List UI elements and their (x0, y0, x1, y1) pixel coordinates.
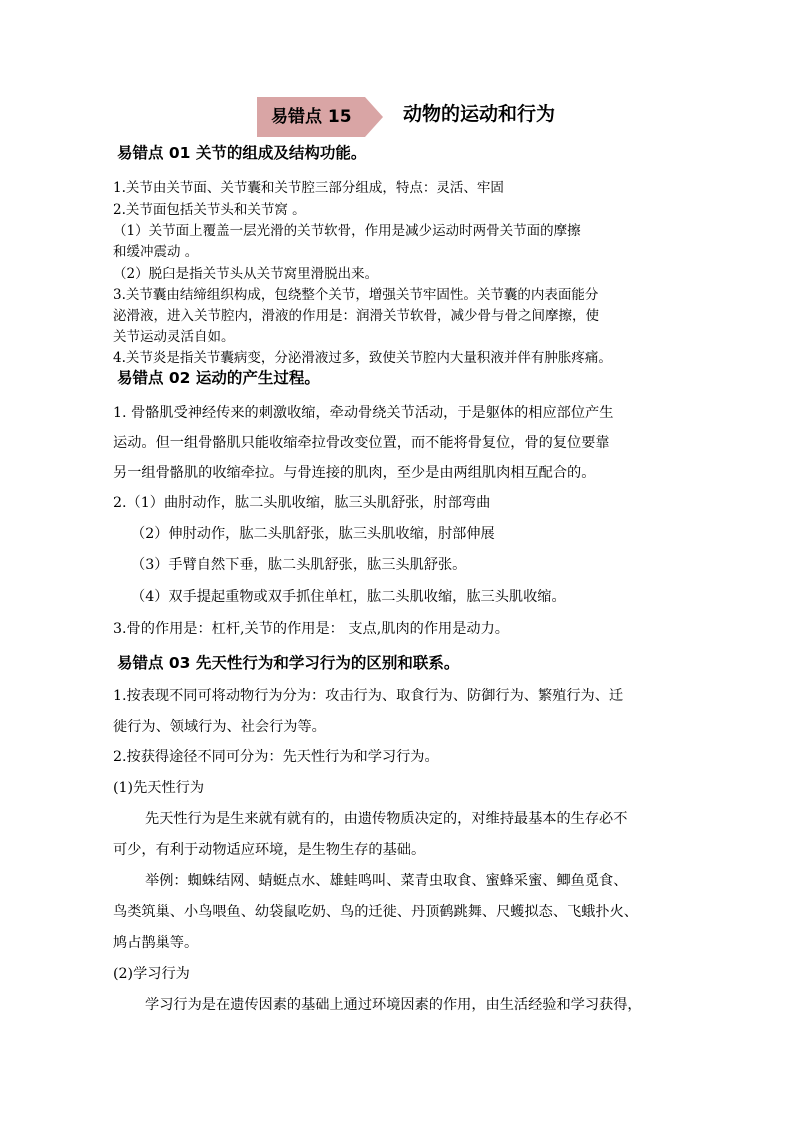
text-line: (2)学习行为 (113, 966, 190, 982)
section-heading: 易错点 02 运动的产生过程。 (117, 369, 320, 387)
section-heading: 易错点 03 先天性行为和学习行为的区别和联系。 (117, 654, 460, 672)
text-line: （1）关节面上覆盖一层光滑的关节软骨，作用是减少运动时两骨关节面的摩擦 (113, 223, 581, 239)
text-line: 可少，有利于动物适应环境，是生物生存的基础。 (113, 842, 426, 858)
text-line: 徙行为、领域行为、社会行为等。 (113, 719, 326, 735)
text-line: 另一组骨骼肌的收缩牵拉。与骨连接的肌肉，至少是由两组肌肉相互配合的。 (113, 465, 596, 481)
title-banner (257, 97, 383, 137)
text-line: （2）脱臼是指关节头从关节窝里滑脱出来。 (113, 266, 379, 282)
text-line: 举例：蜘蛛结网、蜻蜓点水、雄蛙鸣叫、菜青虫取食、蜜蜂采蜜、鲫鱼觅食、 (145, 873, 628, 889)
text-line: 鸟类筑巢、小鸟喂鱼、幼袋鼠吃奶、鸟的迁徙、丹顶鹤跳舞、尺蠖拟态、飞蛾扑火、 (113, 904, 638, 920)
text-line: 4.关节炎是指关节囊病变，分泌滑液过多，致使关节腔内大量积液并伴有肿胀疼痛。 (113, 350, 612, 366)
text-line: 泌滑液，进入关节腔内，滑液的作用是：润滑关节软骨，减少骨与骨之间摩擦，使 (113, 308, 599, 324)
text-line: 2.（1）曲肘动作，肱二头肌收缩，肱三头肌舒张，肘部弯曲 (113, 495, 491, 511)
text-line: 3.关节囊由结缔组织构成，包绕整个关节，增强关节牢固性。关节囊的内表面能分 (113, 287, 599, 303)
text-line: 2.按获得途径不同可分为：先天性行为和学习行为。 (113, 749, 439, 765)
text-line: 运动。但一组骨骼肌只能收缩牵拉骨改变位置，而不能将骨复位，骨的复位要靠 (113, 435, 610, 451)
text-line: 2.关节面包括关节头和关节窝 。 (113, 202, 306, 218)
text-line: （4）双手提起重物或双手抓住单杠，肱二头肌收缩，肱三头肌收缩。 (131, 589, 566, 605)
section-heading: 易错点 01 关节的组成及结构功能。 (117, 144, 367, 162)
text-line: 1.关节由关节面、关节囊和关节腔三部分组成，特点：灵活、牢固 (113, 180, 504, 196)
text-line: 1. 骨骼肌受神经传来的刺激收缩，牵动骨绕关节活动，于是躯体的相应部位产生 (113, 405, 614, 421)
banner-label: 易错点 15 (271, 107, 352, 127)
text-line: 3.骨的作用是：杠杆,关节的作用是： 支点,肌肉的作用是动力。 (113, 621, 509, 637)
text-line: 学习行为是在遗传因素的基础上通过环境因素的作用，由生活经验和学习获得， (145, 997, 642, 1013)
page-title: 动物的运动和行为 (403, 103, 556, 125)
text-line: 鸠占鹊巢等。 (113, 935, 199, 951)
text-line: (1)先天性行为 (113, 780, 205, 796)
text-line: （2）伸肘动作，肱二头肌舒张，肱三头肌收缩，肘部伸展 (131, 526, 495, 542)
text-line: 和缓冲震动 。 (113, 244, 199, 260)
text-line: （3）手臂自然下垂，肱二头肌舒张，肱三头肌舒张。 (131, 557, 467, 573)
text-line: 1.按表现不同可将动物行为分为：攻击行为、取食行为、防御行为、繁殖行为、迁 (113, 688, 624, 704)
text-line: 关节运动灵活自如。 (113, 329, 235, 345)
text-line: 先天性行为是生来就有就有的，由遗传物质决定的，对维持最基本的生存必不 (145, 811, 628, 827)
